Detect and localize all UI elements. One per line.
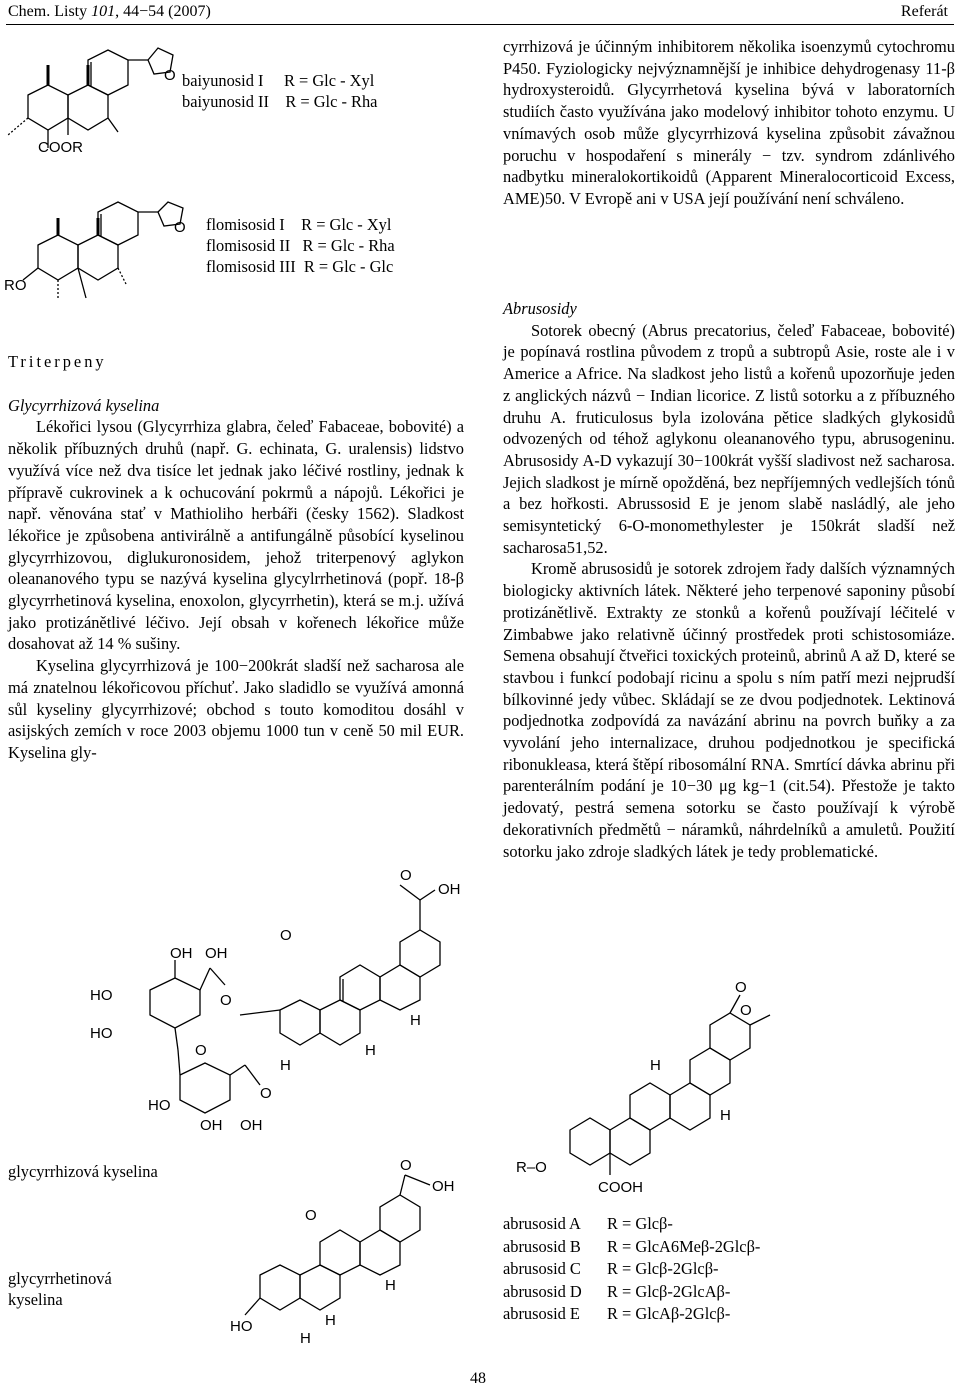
svg-text:H: H [365, 1042, 376, 1059]
flomisosid-iii-label: flomisosid III R = Glc - Glc [206, 257, 394, 276]
page-number: 48 [470, 1370, 486, 1387]
glycyrrhetinic-acid-structure [220, 1157, 480, 1347]
svg-text:H: H [385, 1277, 396, 1294]
list-item: abrusosid A R = Glcβ- [503, 1214, 673, 1233]
r-o-label: R–O [516, 1159, 547, 1176]
svg-text:H: H [720, 1107, 731, 1124]
paragraph: Lékořici lysou (Glycyrrhiza glabra, čeleď Fabaceae, bobovité) a několik příbuzných druhů (např. G. echinata, G. uralensis) lidstvo využívá více než dva tisíce let jednak jako léčivé rostliny, jednak k přípravě cukrovinek a k ochucování pokrmů a nápojů. Lékořici je např. věnována stať v Mathioliho herbáři (česky 1562). Sladkost lékořice je způsobena antivirálně a antifungálně působící kyselinou glycyrrhizovou, diglukuronosidem, jehož triterpenový aglykon oleananového typu se nazývá kyselina glycylrrhetinová (popř. 18-β glycyrrhetinová kyselina, enoxolon, glycyrrhetin), která se m.j. užívá jako protizánětlivé léčivo. Její obsah v kořenech lékořice může dosahovat až 14 % sušiny. [8, 417, 464, 654]
svg-text:OH: OH [432, 1178, 455, 1195]
svg-text:HO: HO [148, 1097, 171, 1114]
svg-text:HO: HO [230, 1318, 253, 1335]
svg-text:H: H [650, 1057, 661, 1074]
journal-header: Chem. Listy 101, 44−54 (2007) [8, 3, 211, 20]
baiyunosid-labels [182, 70, 377, 112]
subsection-heading: Abrusosidy [503, 299, 577, 318]
baiyunosid-ii-label: baiyunosid II R = Glc - Rha [182, 92, 378, 111]
flomisosid-ii-label: flomisosid II R = Glc - Rha [206, 236, 395, 255]
section-header: Referát [900, 3, 948, 20]
abrusoside-structure [510, 980, 780, 1200]
ro-label: RO [4, 277, 27, 294]
svg-text:O: O [400, 867, 412, 884]
abrusoside-list [503, 1213, 760, 1326]
svg-text:OH: OH [240, 1117, 263, 1134]
svg-text:O: O [740, 1002, 752, 1019]
svg-text:OH: OH [170, 945, 193, 962]
svg-text:HO: HO [90, 1025, 113, 1042]
svg-text:O: O [174, 219, 186, 236]
svg-text:O: O [280, 927, 292, 944]
svg-text:O: O [735, 979, 747, 996]
paragraph: Kromě abrusosidů je sotorek zdrojem řady dalších významných biologicky aktivních látek. Některé jeho terpenové saponiny působí protizánětlivě. Extrakty ze stonků a kořenů používají léčitelé v Zimbabwe jako relativně účinný prostředek proti schistosomiáze. Semena obsahují čtveřici toxických proteinů, abrinů A až D, které se stavbou i funkcí podobají ricinu a spolu s ním patří mezi nejprudší bílkovinné jedy vůbec. Skládají se ze dvou podjednotek. Lektinová podjednotka zodpovídá za navázání abrinu na povrch buňky a za vyvolání jeho internalizace, druhou podjednotkou je specifická ribonukleasa, která štěpí ribosomální RNA. Smrtící dávka abrinu při parenterálním podání je 10−30 μg kg−1 (cit.54). Přestože je takto jedovatý, pestrá semena sotorku se často používají k výrobě dekorativních předmětů − náramků, náhrdelníků a amuletů. Použití sotorku jako zdroje sladkých látek je tedy problematické. [503, 559, 955, 861]
svg-text:H: H [280, 1057, 291, 1074]
list-item: abrusosid C R = Glcβ-2Glcβ- [503, 1259, 719, 1278]
svg-text:OH: OH [205, 945, 228, 962]
subsection-heading: Glycyrrhizová kyselina [8, 395, 160, 415]
paragraph: Kyselina glycyrrhizová je 100−200krát sladší než sacharosa ale má znatelnou lékořicovou příchuť. Jako sladidlo se využívá amonná sůl kyseliny glycyrrhizové; obchod s touto komoditou dosáhl v asijských zemích v roce 2003 objemu 1000 tun v ceně 50 mil EUR. Kyselina gly- [8, 656, 464, 762]
svg-text:H: H [325, 1312, 336, 1329]
paragraph: cyrrhizová je účinným inhibitorem několika isoenzymů cytochromu P450. Fyziologicky nejvýznamnější je inhibice dehydrogenasy 11-β hydroxysteroidů. Glycyrrhetová kyselina bývá v laboratorních studiích často využívána jako modelový inhibitor tohoto enzymu. U vnímavých osob může glycyrrhizová kyselina způsobit závažnou poruchu v hospodaření s minerály − tzv. syndrom zdánlivého nadbytku mineralokortikoidů (Apparent Mineralocorticoid Excess, AME)50. V Evropě ani v USA její používání není schváleno. [503, 37, 955, 208]
header-rule [6, 24, 954, 25]
flomisosid-labels [206, 214, 395, 277]
glycyrrhetinic-acid-label: glycyrrhetinová kyselina [8, 1269, 112, 1309]
svg-text:OH: OH [438, 881, 461, 898]
coor-label: COOR [38, 139, 83, 156]
svg-text:O: O [164, 67, 176, 84]
list-item: abrusosid B R = GlcA6Meβ-2Glcβ- [503, 1236, 761, 1256]
list-item: abrusosid D R = Glcβ-2GlcAβ- [503, 1281, 731, 1301]
baiyunosid-i-label: baiyunosid I R = Glc - Xyl [182, 71, 375, 90]
right-column-bottom [503, 298, 955, 862]
svg-text:O: O [305, 1207, 317, 1224]
svg-text:OH: OH [200, 1117, 223, 1134]
paragraph: Sotorek obecný (Abrus precatorius, čeleď Fabaceae, bobovité) je popínavá rostlina původem z tropů a subtropů Asie, roste ale i v Americe a Africe. Na sladkost jeho listů a kořenů upozorňuje jeden z anglických názvů − Indian licorice. Z listů sotorku a z příbuzného druhu A. fruticulosus byla izolována pětice sladkých glykosidů odvozených od téhož aglykonu oleananového typu, abrusogeninu. Abrusosidy A-D vykazují 30−100krát vyšší sladivost než sacharosa. Jejich sladkost je mírně opožděná, bez nepříjemných vedlejších tónů a bez hořkosti. Abrussosid E je jenom slabě nasládlý, ale jeho semisyntetický 6-O-monomethylester je 150krát sladší než sacharosa51,52. [503, 320, 955, 557]
svg-text:O: O [195, 1042, 207, 1059]
glycyrrhizic-acid-label: glycyrrhizová kyselina [8, 1162, 158, 1181]
flomisosid-i-label: flomisosid I R = Glc - Xyl [206, 215, 392, 234]
svg-text:H: H [300, 1330, 311, 1347]
left-column [8, 351, 464, 764]
svg-text:O: O [400, 1157, 412, 1174]
section-heading: Triterpeny [8, 352, 107, 371]
right-column-top [503, 36, 955, 210]
svg-text:H: H [410, 1012, 421, 1029]
svg-text:O: O [220, 992, 232, 1009]
glycyrrhizic-acid-structure [90, 860, 461, 1140]
svg-text:O: O [260, 1085, 272, 1102]
ho-label: HO [90, 987, 113, 1004]
flomisosid-structure [4, 200, 188, 310]
cooh-label: COOH [598, 1179, 643, 1196]
baiyunosid-structure [8, 40, 178, 170]
list-item: abrusosid E R = GlcAβ-2Glcβ- [503, 1304, 731, 1323]
